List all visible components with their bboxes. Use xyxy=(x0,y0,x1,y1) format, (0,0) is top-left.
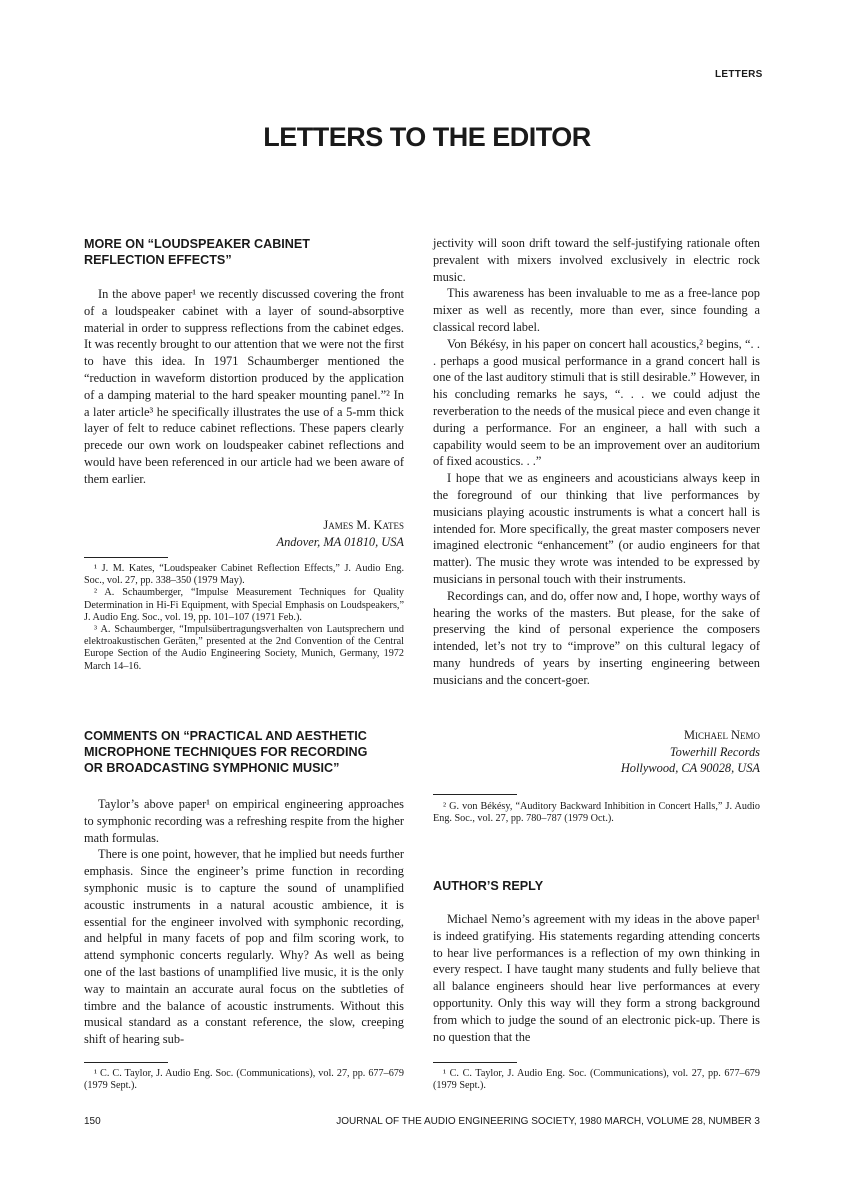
letter1-author: James M. Kates xyxy=(323,518,404,532)
reply-body: Michael Nemo’s agreement with my ideas in the above paper¹ is indeed gratifying. His statements regarding attending concerts to hear live performances is a reflection of my own thinking in every respect. I have taught many students and fully believe that all balance engineers should hear live performances at every opportunity. Only this way will they form a strong background from which to judge the sound of an electronic pick-up. There is no question that the xyxy=(433,912,760,1044)
letter2-paragraph: Taylor’s above paper¹ on empirical engineering approaches to symphonic recording was a refreshing respite from the higher math formulas. xyxy=(84,797,404,845)
page-number: 150 xyxy=(84,1116,101,1127)
letter2-body-right xyxy=(433,235,760,689)
letter2-paragraph: I hope that we as engineers and acousticians always keep in the foreground of our thinking that live performances by musicians playing acoustic instruments is what a concert hall is intended for. More specifically, the great master composers never imagined electronic “enhancement” (or audio engineers for that matter). The music they wrote was intended to be expressed by musicians in personal touch with their instruments. xyxy=(433,471,760,586)
letter1-signature xyxy=(84,517,404,550)
footnote: ¹ C. C. Taylor, J. Audio Eng. Soc. (Communications), vol. 27, pp. 677–679 (1979 Sept.). xyxy=(433,1068,760,1092)
footnote: ¹ C. C. Taylor, J. Audio Eng. Soc. (Communications), vol. 27, pp. 677–679 (1979 Sept.). xyxy=(84,1068,404,1092)
letter2-footnote-left xyxy=(84,1068,404,1092)
letter2-paragraph: This awareness has been invaluable to me as a free-lance pop mixer as well as recently, more than ever, since founding a classical record label. xyxy=(433,286,760,334)
letter2-body-left xyxy=(84,796,404,1048)
letter2-author: Michael Nemo xyxy=(683,728,760,742)
journal-footer: JOURNAL OF THE AUDIO ENGINEERING SOCIETY, 1980 MARCH, VOLUME 28, NUMBER 3 xyxy=(336,1116,760,1127)
letter2-paragraph: jectivity will soon drift toward the self-justifying rationale often prevalent with mixers involved exclusively in electric rock music. xyxy=(433,236,760,284)
letter2-footnote-right xyxy=(433,801,760,825)
footnote-rule xyxy=(84,1062,168,1063)
letter1-heading-line: MORE ON “LOUDSPEAKER CABINET xyxy=(84,237,310,251)
footnote-rule xyxy=(433,794,517,795)
reply-body-block xyxy=(433,911,760,1045)
footnote: ¹ J. M. Kates, “Loudspeaker Cabinet Reflection Effects,” J. Audio Eng. Soc., vol. 27, pp. 338–350 (1979 May). xyxy=(84,563,404,587)
footnote-rule xyxy=(84,557,168,558)
footnote-rule xyxy=(433,1062,517,1063)
letter2-paragraph: Recordings can, and do, offer now and, I hope, worthy ways of hearing the works of the masters. But please, for the sake of preserving the kind of personal experience the composers intended, let’s not try to “improve” on this cultural legacy of many hundreds of years by inserting engineering between musicians and the concert-goer. xyxy=(433,588,760,687)
letter1-heading xyxy=(84,236,414,268)
letter1-heading-line: REFLECTION EFFECTS” xyxy=(84,253,232,267)
letter1-body: In the above paper¹ we recently discussed covering the front of a loudspeaker cabinet with a layer of sound-absorptive material in order to suppress reflections from the cabinet edges. It was recently brought to our attention that we were not the first to have this idea. In 1971 Schaumberger mentioned the “reduction in waveform distortion produced by the application of a damping material to the hard speaker mounting panel.”² In a later article³ he specifically illustrates the use of a 5-mm thick layer of felt to reduce cabinet reflections. These papers clearly precede our own work on loudspeaker cabinet reflections and would have been referenced in our article had we been aware of them earlier. xyxy=(84,287,404,486)
reply-heading: AUTHOR’S REPLY xyxy=(433,879,544,893)
letter2-paragraph: There is one point, however, that he implied but needs further emphasis. Since the engineer’s prime function in recording symphonic music is to capture the sound of unamplified acoustic instruments in a natural acoustic ambience, it is essential for the engineer involved with symphonic recording, and helpful in many facets of pop and film scoring work, to attend symphonic concerts regularly. Why? As well as being one of the last bastions of unamplified live music, it is the only way to maintain an accurate aural focus on the subtleties of timbre and the balance of acoustic instruments. Without this musical standard as a constant reference, the slow, creeping shift of hearing sub- xyxy=(84,847,404,1047)
footnote: ² G. von Békésy, “Auditory Backward Inhibition in Concert Halls,” J. Audio Eng. Soc., vol. 27, pp. 780–787 (1979 Oct.). xyxy=(433,801,760,825)
reply-footnote xyxy=(433,1068,760,1092)
letter2-location: Hollywood, CA 90028, USA xyxy=(620,761,760,775)
letter2-paragraph: Von Békésy, in his paper on concert hall acoustics,² begins, “. . . perhaps a good musical performance in a grand concert hall is one of the last auditory stimuli that is still desirable.” However, in his concluding remarks he says, “. . . we could adjust the reverberation to the needs of the musical piece and even change it during a performance. For an engineer, a hall with such a capability would seem to be an improvement over an auditorium of fixed acoustics. . .” xyxy=(433,336,760,469)
letter1-location: Andover, MA 01810, USA xyxy=(276,534,404,549)
letter2-signature xyxy=(433,727,760,777)
letter2-org: Towerhill Records xyxy=(669,744,760,759)
letter1-body-block xyxy=(84,286,404,488)
running-head: LETTERS xyxy=(715,69,763,80)
letter1-footnotes xyxy=(84,563,404,673)
letter2-heading-line: COMMENTS ON “PRACTICAL AND AESTHETIC xyxy=(84,729,367,743)
letter2-heading-line: OR BROADCASTING SYMPHONIC MUSIC” xyxy=(84,761,340,775)
letter2-heading-line: MICROPHONE TECHNIQUES FOR RECORDING xyxy=(84,745,368,759)
footnote: ² A. Schaumberger, “Impulse Measurement Techniques for Quality Determination in Hi-Fi Equipment, with Special Emphasis on Loudspeakers,” J. Audio Eng. Soc., vol. 19, pp. 101–107 (1971 Feb.). xyxy=(84,587,404,623)
footnote: ³ A. Schaumberger, “Impulsübertragungsverhalten von Lautsprechern und elektroakustischen Geräten,” presented at the 2nd Convention of the Central Europe Section of the Audio Engineering Society, Munich, Germany, 1972 March 14–16. xyxy=(84,624,404,672)
letter2-heading xyxy=(84,728,424,776)
page-title: LETTERS TO THE EDITOR xyxy=(263,122,591,152)
